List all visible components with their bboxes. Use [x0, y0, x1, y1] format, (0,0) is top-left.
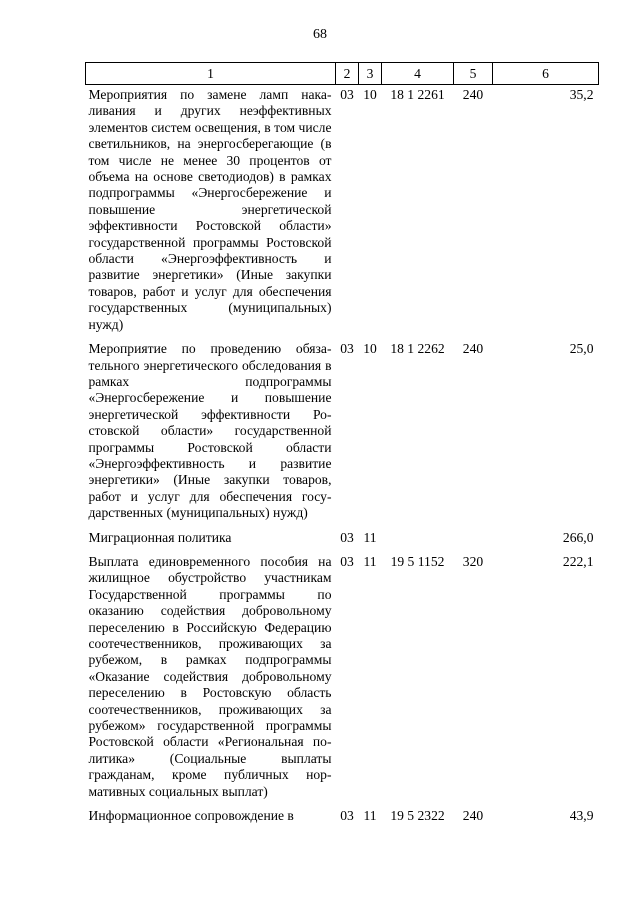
- table-row: [86, 341, 599, 529]
- row-expense-type: 240: [462, 808, 484, 824]
- header-col-6: 6: [493, 63, 599, 85]
- row-target-code: 18 1 2261: [390, 87, 445, 102]
- row-expense-type: 320: [462, 553, 484, 569]
- row-name: Информационное сопровождение в: [88, 808, 294, 824]
- table-row: [86, 554, 599, 808]
- row-expense-type: 240: [462, 87, 484, 102]
- row-amount: 266,0: [562, 529, 594, 545]
- table-row: [86, 85, 599, 342]
- header-col-4: 4: [382, 63, 454, 85]
- row-section: 03: [340, 529, 354, 545]
- row-section: 03: [340, 87, 354, 102]
- row-subsection: 11: [363, 529, 377, 545]
- row-name: Выплата единовременного пособия на жилищное обустройство участникам Государственной программы по оказанию содействия добровольному переселению в Российскую Федерацию соотечественников, проживающих за рубежом, в рамках подпрограммы «Оказание содействия добровольному переселению в Ростовскую область соотечественников, проживающих за рубежом» государственной программы Ростовской области «Региональная политика» (Социальные выплаты гражданам, кроме публичных нормативных социальных выплат): [88, 553, 332, 799]
- row-expense-type: [454, 530, 493, 554]
- table-row: [86, 530, 599, 554]
- row-amount: 35,2: [569, 87, 594, 102]
- row-amount: 222,1: [562, 553, 594, 569]
- budget-table: [85, 62, 599, 832]
- row-section: 03: [340, 553, 354, 569]
- row-amount: 43,9: [569, 808, 594, 824]
- row-subsection: 10: [363, 341, 377, 357]
- row-target-code: [382, 530, 454, 554]
- table-row: [86, 808, 599, 832]
- page-number: 68: [313, 27, 327, 42]
- row-subsection: 10: [363, 87, 377, 102]
- header-col-3: 3: [359, 63, 382, 85]
- row-subsection: 11: [363, 808, 377, 824]
- row-target-code: 18 1 2262: [390, 341, 445, 357]
- header-col-5: 5: [454, 63, 493, 85]
- row-amount: 25,0: [569, 341, 594, 357]
- row-section: 03: [340, 341, 354, 357]
- row-name: Мероприятие по проведению обязательного энергетического обследования в рамках подпрограммы «Энергосбережение и повышение энергетической эффективности Ростовской области» государственной программы Ростовской области «Энергоэффективность и развитие энергетики» (Иные закупки товаров, работ и услуг для обеспечения государственных (муниципальных) нужд): [88, 341, 332, 521]
- row-name: Миграционная политика: [88, 529, 232, 545]
- header-col-2: 2: [336, 63, 359, 85]
- header-col-1: 1: [86, 63, 336, 85]
- row-name: Мероприятия по замене ламп накаливания и других неэффективных элементов систем освещения, в том числе светильников, на энергосберегающие (в том числе не менее 30 процентов от объема на основе светодиодов) в рамках подпрограммы «Энергосбережение и повышение энергетической эффективности Ростовской области» государственной программы Ростовской области «Энергоэффективность и развитие энергетики» (Иные закупки товаров, работ и услуг для обеспечения государственных (муниципальных) нужд): [88, 87, 332, 332]
- row-subsection: 11: [363, 553, 377, 569]
- table-header: [86, 63, 599, 85]
- row-target-code: 19 5 1152: [390, 553, 445, 569]
- row-section: 03: [340, 808, 354, 824]
- row-target-code: 19 5 2322: [390, 808, 445, 824]
- row-expense-type: 240: [462, 341, 484, 357]
